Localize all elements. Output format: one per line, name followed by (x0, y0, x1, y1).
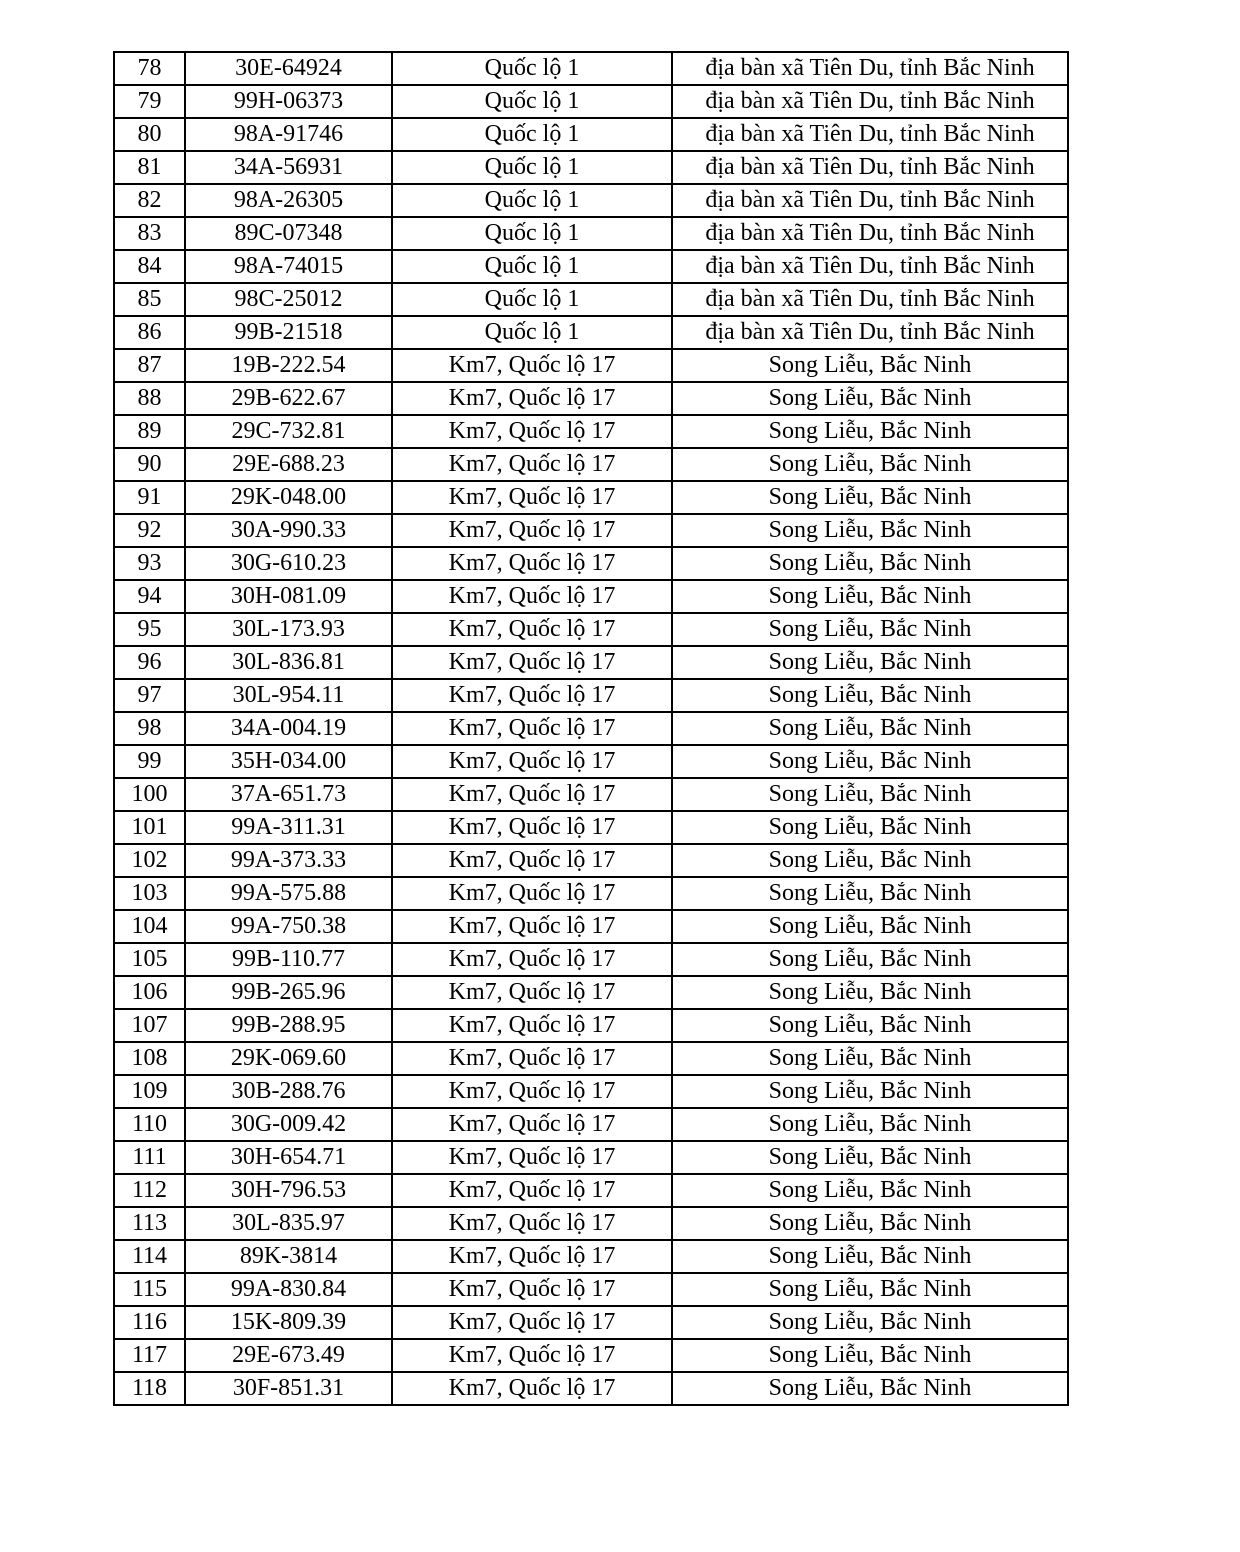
road-cell: Km7, Quốc lộ 17 (392, 1075, 672, 1108)
violation-table (113, 51, 1069, 1406)
road-cell: Km7, Quốc lộ 17 (392, 547, 672, 580)
location-cell: địa bàn xã Tiên Du, tỉnh Bắc Ninh (672, 118, 1068, 151)
location-cell: địa bàn xã Tiên Du, tỉnh Bắc Ninh (672, 217, 1068, 250)
table-row (114, 151, 1068, 184)
row-number-cell: 114 (114, 1240, 185, 1273)
road-cell: Km7, Quốc lộ 17 (392, 1042, 672, 1075)
license-plate-cell: 34A-004.19 (185, 712, 392, 745)
table-row (114, 283, 1068, 316)
road-cell: Km7, Quốc lộ 17 (392, 1108, 672, 1141)
license-plate-cell: 29E-673.49 (185, 1339, 392, 1372)
row-number-cell: 95 (114, 613, 185, 646)
location-cell: Song Liễu, Bắc Ninh (672, 613, 1068, 646)
location-cell: địa bàn xã Tiên Du, tỉnh Bắc Ninh (672, 184, 1068, 217)
row-number-cell: 92 (114, 514, 185, 547)
road-cell: Quốc lộ 1 (392, 250, 672, 283)
road-cell: Km7, Quốc lộ 17 (392, 1240, 672, 1273)
location-cell: Song Liễu, Bắc Ninh (672, 481, 1068, 514)
row-number-cell: 90 (114, 448, 185, 481)
table-row (114, 1042, 1068, 1075)
road-cell: Km7, Quốc lộ 17 (392, 1141, 672, 1174)
table-row (114, 745, 1068, 778)
location-cell: Song Liễu, Bắc Ninh (672, 415, 1068, 448)
location-cell: Song Liễu, Bắc Ninh (672, 943, 1068, 976)
license-plate-cell: 30F-851.31 (185, 1372, 392, 1405)
table-row (114, 1141, 1068, 1174)
license-plate-cell: 30A-990.33 (185, 514, 392, 547)
row-number-cell: 91 (114, 481, 185, 514)
table-row (114, 547, 1068, 580)
row-number-cell: 84 (114, 250, 185, 283)
row-number-cell: 100 (114, 778, 185, 811)
location-cell: Song Liễu, Bắc Ninh (672, 1009, 1068, 1042)
license-plate-cell: 98C-25012 (185, 283, 392, 316)
road-cell: Km7, Quốc lộ 17 (392, 910, 672, 943)
location-cell: Song Liễu, Bắc Ninh (672, 1240, 1068, 1273)
table-row (114, 646, 1068, 679)
row-number-cell: 101 (114, 811, 185, 844)
table-row (114, 448, 1068, 481)
row-number-cell: 78 (114, 52, 185, 85)
location-cell: Song Liễu, Bắc Ninh (672, 745, 1068, 778)
license-plate-cell: 29K-069.60 (185, 1042, 392, 1075)
license-plate-cell: 30G-009.42 (185, 1108, 392, 1141)
row-number-cell: 99 (114, 745, 185, 778)
table-row (114, 943, 1068, 976)
license-plate-cell: 30L-836.81 (185, 646, 392, 679)
table-row (114, 1009, 1068, 1042)
road-cell: Km7, Quốc lộ 17 (392, 1207, 672, 1240)
table-row (114, 712, 1068, 745)
row-number-cell: 93 (114, 547, 185, 580)
row-number-cell: 117 (114, 1339, 185, 1372)
road-cell: Km7, Quốc lộ 17 (392, 349, 672, 382)
road-cell: Km7, Quốc lộ 17 (392, 613, 672, 646)
row-number-cell: 104 (114, 910, 185, 943)
table-row (114, 1108, 1068, 1141)
location-cell: Song Liễu, Bắc Ninh (672, 1273, 1068, 1306)
license-plate-cell: 29E-688.23 (185, 448, 392, 481)
table-row (114, 85, 1068, 118)
location-cell: địa bàn xã Tiên Du, tỉnh Bắc Ninh (672, 283, 1068, 316)
road-cell: Quốc lộ 1 (392, 85, 672, 118)
location-cell: Song Liễu, Bắc Ninh (672, 1339, 1068, 1372)
row-number-cell: 85 (114, 283, 185, 316)
road-cell: Quốc lộ 1 (392, 184, 672, 217)
location-cell: Song Liễu, Bắc Ninh (672, 778, 1068, 811)
table-row (114, 1372, 1068, 1405)
location-cell: địa bàn xã Tiên Du, tỉnh Bắc Ninh (672, 316, 1068, 349)
license-plate-cell: 89K-3814 (185, 1240, 392, 1273)
row-number-cell: 106 (114, 976, 185, 1009)
row-number-cell: 102 (114, 844, 185, 877)
table-row (114, 1240, 1068, 1273)
row-number-cell: 112 (114, 1174, 185, 1207)
location-cell: Song Liễu, Bắc Ninh (672, 349, 1068, 382)
road-cell: Km7, Quốc lộ 17 (392, 811, 672, 844)
license-plate-cell: 99A-373.33 (185, 844, 392, 877)
table-row (114, 679, 1068, 712)
license-plate-cell: 30H-796.53 (185, 1174, 392, 1207)
license-plate-cell: 99B-110.77 (185, 943, 392, 976)
row-number-cell: 118 (114, 1372, 185, 1405)
location-cell: địa bàn xã Tiên Du, tỉnh Bắc Ninh (672, 85, 1068, 118)
road-cell: Km7, Quốc lộ 17 (392, 877, 672, 910)
table-row (114, 217, 1068, 250)
location-cell: Song Liễu, Bắc Ninh (672, 382, 1068, 415)
road-cell: Km7, Quốc lộ 17 (392, 844, 672, 877)
row-number-cell: 109 (114, 1075, 185, 1108)
location-cell: Song Liễu, Bắc Ninh (672, 976, 1068, 1009)
location-cell: Song Liễu, Bắc Ninh (672, 580, 1068, 613)
license-plate-cell: 29C-732.81 (185, 415, 392, 448)
road-cell: Quốc lộ 1 (392, 316, 672, 349)
location-cell: Song Liễu, Bắc Ninh (672, 514, 1068, 547)
table-row (114, 415, 1068, 448)
license-plate-cell: 30L-173.93 (185, 613, 392, 646)
license-plate-cell: 99A-750.38 (185, 910, 392, 943)
road-cell: Quốc lộ 1 (392, 217, 672, 250)
table-row (114, 1075, 1068, 1108)
license-plate-cell: 99A-311.31 (185, 811, 392, 844)
location-cell: Song Liễu, Bắc Ninh (672, 1042, 1068, 1075)
road-cell: Quốc lộ 1 (392, 52, 672, 85)
license-plate-cell: 34A-56931 (185, 151, 392, 184)
row-number-cell: 82 (114, 184, 185, 217)
location-cell: Song Liễu, Bắc Ninh (672, 646, 1068, 679)
table-row (114, 976, 1068, 1009)
table-row (114, 910, 1068, 943)
row-number-cell: 110 (114, 1108, 185, 1141)
table-row (114, 1207, 1068, 1240)
location-cell: Song Liễu, Bắc Ninh (672, 811, 1068, 844)
location-cell: địa bàn xã Tiên Du, tỉnh Bắc Ninh (672, 151, 1068, 184)
location-cell: địa bàn xã Tiên Du, tỉnh Bắc Ninh (672, 250, 1068, 283)
license-plate-cell: 99B-265.96 (185, 976, 392, 1009)
table-row (114, 52, 1068, 85)
license-plate-cell: 19B-222.54 (185, 349, 392, 382)
location-cell: Song Liễu, Bắc Ninh (672, 844, 1068, 877)
table-row (114, 481, 1068, 514)
license-plate-cell: 99B-288.95 (185, 1009, 392, 1042)
row-number-cell: 105 (114, 943, 185, 976)
license-plate-cell: 98A-74015 (185, 250, 392, 283)
road-cell: Km7, Quốc lộ 17 (392, 514, 672, 547)
location-cell: Song Liễu, Bắc Ninh (672, 448, 1068, 481)
location-cell: Song Liễu, Bắc Ninh (672, 877, 1068, 910)
table-row (114, 184, 1068, 217)
row-number-cell: 81 (114, 151, 185, 184)
road-cell: Km7, Quốc lộ 17 (392, 1306, 672, 1339)
license-plate-cell: 37A-651.73 (185, 778, 392, 811)
table-row (114, 580, 1068, 613)
table-row (114, 1174, 1068, 1207)
license-plate-cell: 30G-610.23 (185, 547, 392, 580)
table-row (114, 250, 1068, 283)
road-cell: Km7, Quốc lộ 17 (392, 1339, 672, 1372)
location-cell: Song Liễu, Bắc Ninh (672, 1174, 1068, 1207)
table-row (114, 316, 1068, 349)
road-cell: Km7, Quốc lộ 17 (392, 1273, 672, 1306)
table-body (114, 52, 1068, 1405)
road-cell: Km7, Quốc lộ 17 (392, 382, 672, 415)
license-plate-cell: 98A-26305 (185, 184, 392, 217)
table-row (114, 811, 1068, 844)
table-row (114, 382, 1068, 415)
table-row (114, 514, 1068, 547)
license-plate-cell: 98A-91746 (185, 118, 392, 151)
table-row (114, 1306, 1068, 1339)
road-cell: Quốc lộ 1 (392, 118, 672, 151)
location-cell: Song Liễu, Bắc Ninh (672, 1306, 1068, 1339)
road-cell: Km7, Quốc lộ 17 (392, 976, 672, 1009)
license-plate-cell: 99A-830.84 (185, 1273, 392, 1306)
row-number-cell: 80 (114, 118, 185, 151)
row-number-cell: 86 (114, 316, 185, 349)
location-cell: Song Liễu, Bắc Ninh (672, 712, 1068, 745)
table-row (114, 1273, 1068, 1306)
license-plate-cell: 99A-575.88 (185, 877, 392, 910)
road-cell: Km7, Quốc lộ 17 (392, 1009, 672, 1042)
road-cell: Km7, Quốc lộ 17 (392, 1372, 672, 1405)
road-cell: Km7, Quốc lộ 17 (392, 943, 672, 976)
location-cell: Song Liễu, Bắc Ninh (672, 547, 1068, 580)
license-plate-cell: 29K-048.00 (185, 481, 392, 514)
road-cell: Km7, Quốc lộ 17 (392, 745, 672, 778)
location-cell: địa bàn xã Tiên Du, tỉnh Bắc Ninh (672, 52, 1068, 85)
table-row (114, 778, 1068, 811)
row-number-cell: 107 (114, 1009, 185, 1042)
row-number-cell: 111 (114, 1141, 185, 1174)
row-number-cell: 115 (114, 1273, 185, 1306)
location-cell: Song Liễu, Bắc Ninh (672, 910, 1068, 943)
row-number-cell: 88 (114, 382, 185, 415)
license-plate-cell: 30H-081.09 (185, 580, 392, 613)
location-cell: Song Liễu, Bắc Ninh (672, 1108, 1068, 1141)
row-number-cell: 97 (114, 679, 185, 712)
row-number-cell: 116 (114, 1306, 185, 1339)
road-cell: Km7, Quốc lộ 17 (392, 481, 672, 514)
row-number-cell: 108 (114, 1042, 185, 1075)
table-row (114, 613, 1068, 646)
road-cell: Quốc lộ 1 (392, 151, 672, 184)
row-number-cell: 87 (114, 349, 185, 382)
license-plate-cell: 30L-954.11 (185, 679, 392, 712)
row-number-cell: 98 (114, 712, 185, 745)
road-cell: Km7, Quốc lộ 17 (392, 712, 672, 745)
license-plate-cell: 30B-288.76 (185, 1075, 392, 1108)
license-plate-cell: 99B-21518 (185, 316, 392, 349)
license-plate-cell: 35H-034.00 (185, 745, 392, 778)
row-number-cell: 103 (114, 877, 185, 910)
license-plate-cell: 29B-622.67 (185, 382, 392, 415)
location-cell: Song Liễu, Bắc Ninh (672, 679, 1068, 712)
road-cell: Km7, Quốc lộ 17 (392, 1174, 672, 1207)
table-row (114, 349, 1068, 382)
table-row (114, 877, 1068, 910)
row-number-cell: 113 (114, 1207, 185, 1240)
row-number-cell: 83 (114, 217, 185, 250)
road-cell: Quốc lộ 1 (392, 283, 672, 316)
row-number-cell: 94 (114, 580, 185, 613)
table-row (114, 118, 1068, 151)
road-cell: Km7, Quốc lộ 17 (392, 448, 672, 481)
road-cell: Km7, Quốc lộ 17 (392, 415, 672, 448)
row-number-cell: 96 (114, 646, 185, 679)
license-plate-cell: 30H-654.71 (185, 1141, 392, 1174)
table-row (114, 1339, 1068, 1372)
table-row (114, 844, 1068, 877)
license-plate-cell: 89C-07348 (185, 217, 392, 250)
location-cell: Song Liễu, Bắc Ninh (672, 1372, 1068, 1405)
road-cell: Km7, Quốc lộ 17 (392, 646, 672, 679)
license-plate-cell: 30L-835.97 (185, 1207, 392, 1240)
location-cell: Song Liễu, Bắc Ninh (672, 1075, 1068, 1108)
road-cell: Km7, Quốc lộ 17 (392, 580, 672, 613)
row-number-cell: 79 (114, 85, 185, 118)
road-cell: Km7, Quốc lộ 17 (392, 778, 672, 811)
location-cell: Song Liễu, Bắc Ninh (672, 1141, 1068, 1174)
road-cell: Km7, Quốc lộ 17 (392, 679, 672, 712)
row-number-cell: 89 (114, 415, 185, 448)
location-cell: Song Liễu, Bắc Ninh (672, 1207, 1068, 1240)
license-plate-cell: 30E-64924 (185, 52, 392, 85)
license-plate-cell: 99H-06373 (185, 85, 392, 118)
license-plate-cell: 15K-809.39 (185, 1306, 392, 1339)
